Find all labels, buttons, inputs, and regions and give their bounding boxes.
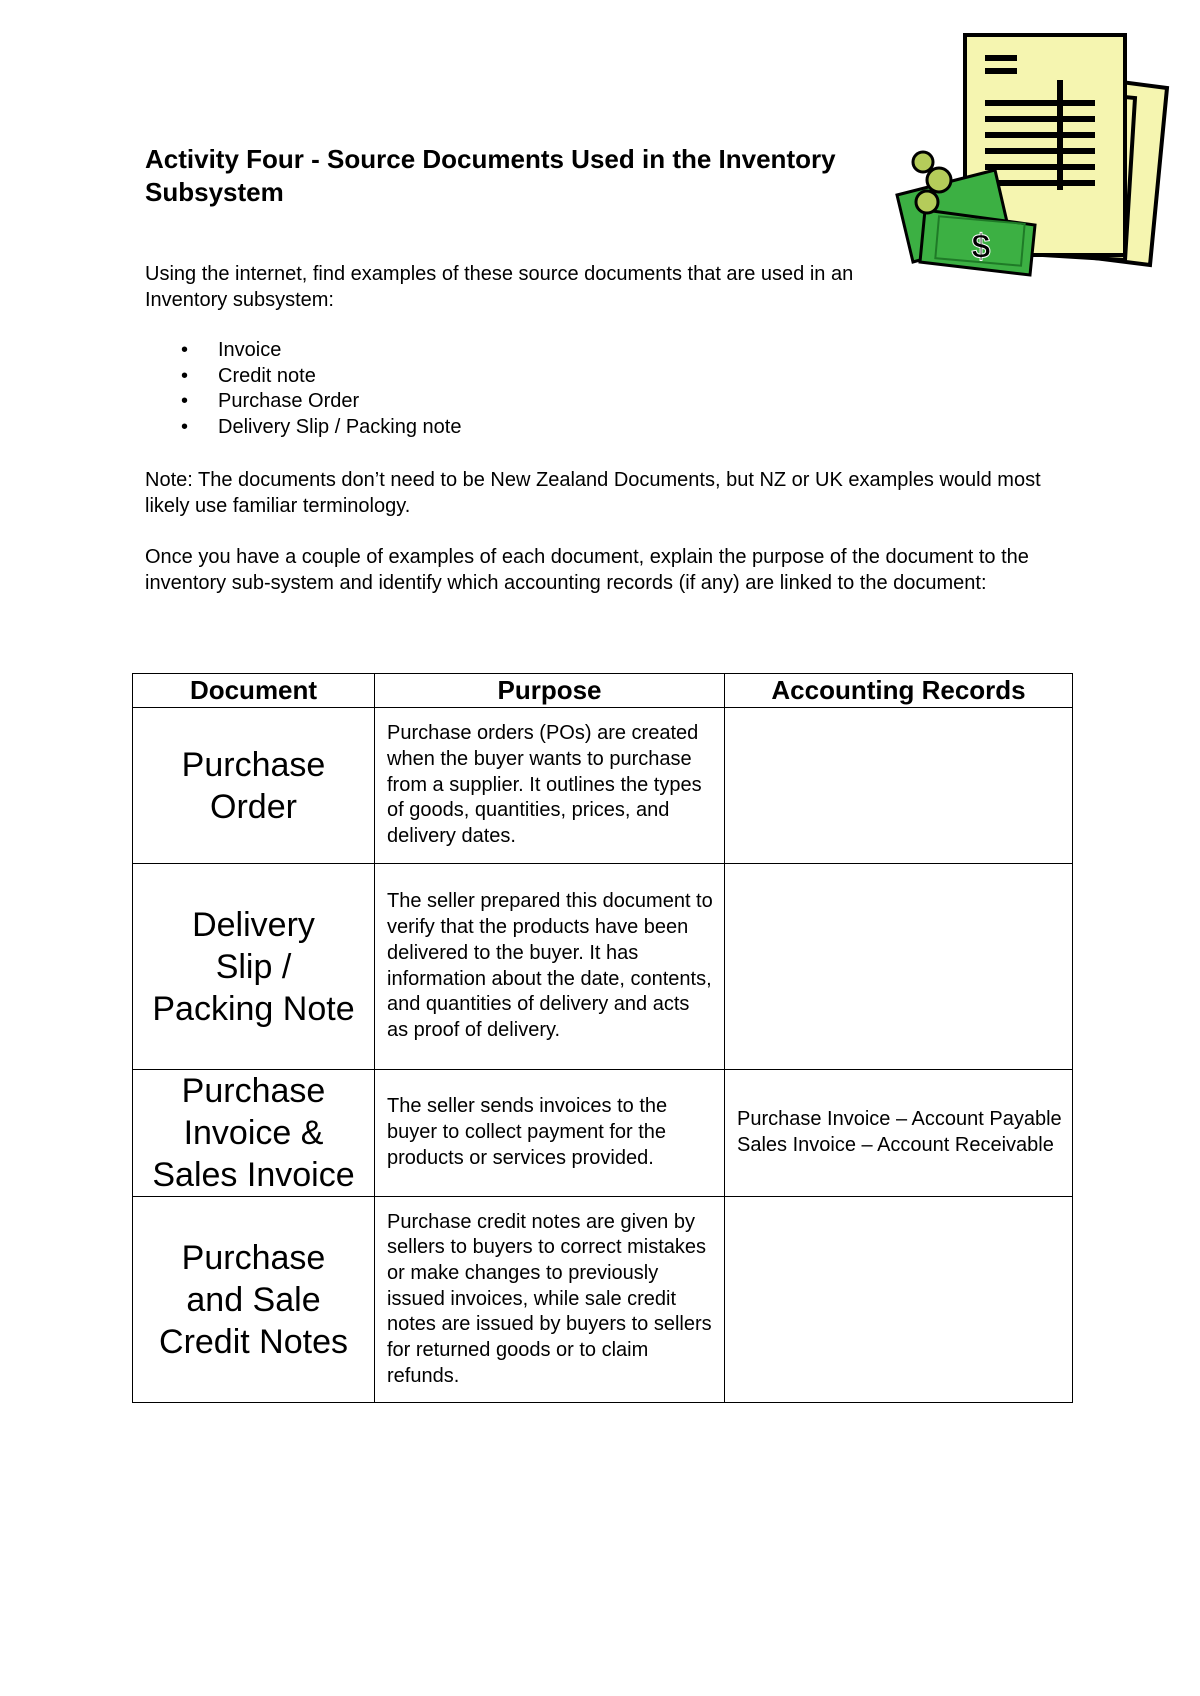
header-document: Document (133, 674, 375, 708)
coin-middle (927, 168, 951, 192)
intro-text: Using the internet, find examples of these source documents that are used in an Inventory subsystem: (145, 263, 854, 311)
accounting-records-cell (725, 708, 1073, 864)
source-documents-table (132, 673, 1073, 1403)
document-name-line: Purchase (181, 1238, 326, 1277)
instructions-text: Once you have a couple of examples of each document, explain the purpose of the document to the inventory sub-system and identify which accounting records (if any) are linked to the document: (145, 546, 1029, 594)
list-item-label: Delivery Slip / Packing note (218, 416, 462, 439)
purpose-cell: Purchase credit notes are given by sellers to buyers to correct mistakes or make changes to previously issued invoices, while sale credit notes are issued by buyers to sellers for returned goods or to claim refunds. (375, 1197, 725, 1403)
document-name-line: Invoice & (183, 1114, 324, 1152)
list-item (145, 364, 461, 390)
document-name-line: Sales Invoice (152, 1156, 355, 1194)
table-header-row (133, 674, 1073, 708)
purpose-cell: The seller prepared this document to verify that the products have been delivered to the buyer. It has information about the date, contents, and quantities of delivery and acts as proof of delivery. (375, 864, 725, 1070)
dollar-symbol: $ (971, 228, 991, 266)
document-cell (133, 1197, 375, 1403)
accounting-records-cell (725, 1197, 1073, 1403)
coin-top (913, 152, 933, 172)
table-row (133, 708, 1073, 864)
table-row (133, 1070, 1073, 1197)
document-name-line: Order (210, 787, 297, 826)
note-text: Note: The documents don’t need to be New Zealand Documents, but NZ or UK examples would most likely use familiar terminology. (145, 469, 1041, 517)
bullet: • (181, 390, 189, 413)
documents-and-money-icon (885, 30, 1185, 290)
bullet: • (181, 416, 189, 439)
document-name-line: and Sale (186, 1280, 321, 1319)
list-item (145, 415, 461, 441)
list-item-label: Credit note (218, 364, 316, 387)
coin-bottom (916, 191, 938, 213)
purpose-cell: The seller sends invoices to the buyer to collect payment for the products or services provided. (375, 1070, 725, 1197)
source-documents-list (145, 338, 461, 441)
document-cell (133, 864, 375, 1070)
bullet: • (181, 364, 189, 387)
list-item (145, 338, 461, 364)
document-name-line: Purchase (181, 745, 326, 784)
document-cell (133, 1070, 375, 1197)
document-name-line: Credit Notes (159, 1322, 348, 1361)
accounting-records-cell (725, 864, 1073, 1070)
document-cell (133, 708, 375, 864)
document-name-line: Purchase (181, 1072, 326, 1110)
accounting-records-cell (725, 1070, 1073, 1197)
purpose-cell: Purchase orders (POs) are created when the buyer wants to purchase from a supplier. It outlines the types of goods, quantities, prices, and delivery dates. (375, 708, 725, 864)
header-accounting-records: Accounting Records (725, 674, 1073, 708)
header-purpose: Purpose (375, 674, 725, 708)
document-name-line: Delivery (192, 905, 315, 944)
bullet: • (181, 339, 189, 361)
document-name-line: Packing Note (152, 989, 355, 1028)
accounting-record-line: Sales Invoice – Account Receivable (737, 1134, 1054, 1156)
list-item (145, 389, 461, 415)
list-item-label: Purchase Order (218, 390, 360, 413)
document-name-line: Slip / (215, 947, 292, 986)
accounting-record-line: Purchase Invoice – Account Payable (737, 1108, 1062, 1131)
table-row (133, 1197, 1073, 1403)
table-row (133, 864, 1073, 1070)
page-title: Activity Four - Source Documents Used in the Inventory Subsystem (145, 144, 836, 207)
list-item-label: Invoice (218, 339, 282, 361)
